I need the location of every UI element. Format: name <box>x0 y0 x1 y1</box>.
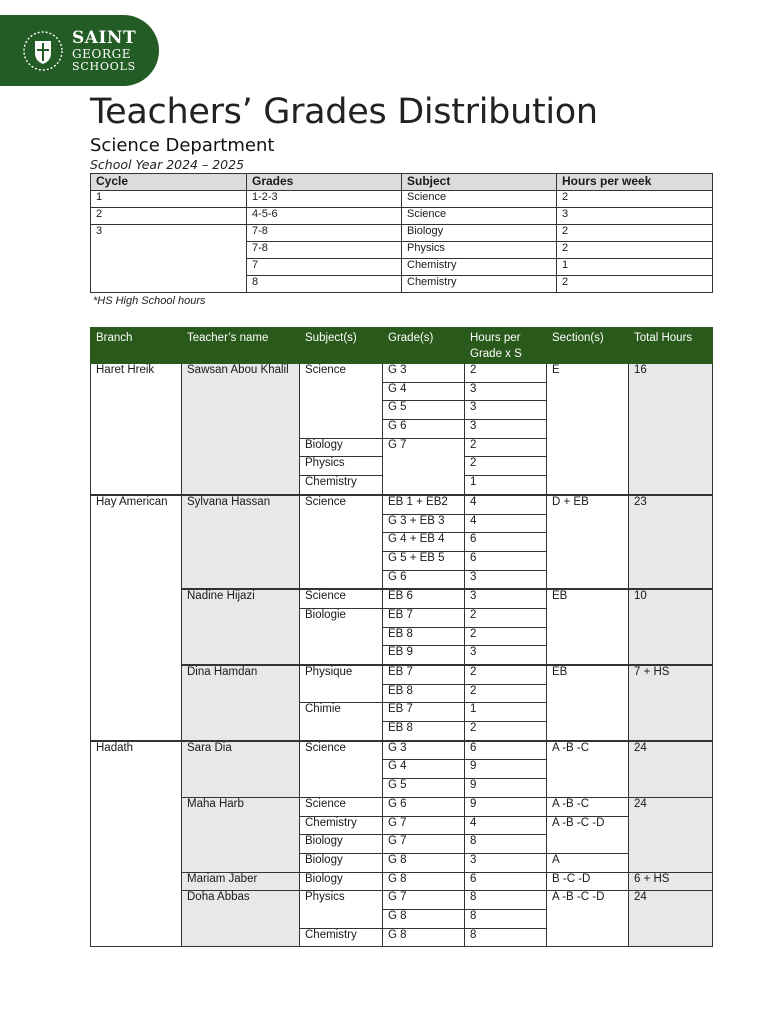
hours-cell: 3 <box>465 420 547 439</box>
teacher-name-cell: Sara Dia <box>182 741 300 798</box>
department-subtitle: Science Department <box>90 135 275 156</box>
grade-cell: EB 6 <box>383 589 465 608</box>
col-header-cycle: Cycle <box>91 174 247 191</box>
hours-cell: 8 <box>465 835 547 854</box>
col-header-subjects: Subject(s) <box>300 328 383 364</box>
table-cell: Chemistry <box>402 259 557 276</box>
hours-cell: 3 <box>465 401 547 420</box>
table-row <box>91 891 713 910</box>
grade-cell: EB 9 <box>383 646 465 665</box>
section-cell: A <box>547 853 629 872</box>
table-cell: 7 <box>247 259 402 276</box>
table-cell: Chemistry <box>402 276 557 293</box>
grade-cell: G 8 <box>383 872 465 891</box>
table-cell: 2 <box>557 242 713 259</box>
subject-cell: Science <box>300 495 383 589</box>
table-row <box>91 364 713 383</box>
table-cell: 1-2-3 <box>247 191 402 208</box>
page-title: Teachers’ Grades Distribution <box>90 92 598 132</box>
grade-cell: G 3 <box>383 364 465 383</box>
subject-cell: Science <box>300 741 383 798</box>
hours-cell: 6 <box>465 872 547 891</box>
col-header-grades: Grade(s) <box>383 328 465 364</box>
section-cell: EB <box>547 665 629 741</box>
table-cell: 7-8 <box>247 242 402 259</box>
hours-cell: 9 <box>465 760 547 779</box>
hours-cell: 2 <box>465 438 547 457</box>
hours-cell: 9 <box>465 779 547 798</box>
table-cell: 2 <box>557 225 713 242</box>
grade-cell: G 6 <box>383 797 465 816</box>
section-cell: A -B -C <box>547 797 629 816</box>
grade-cell: G 7 <box>383 816 465 835</box>
table-row <box>91 225 713 242</box>
teacher-name-cell: Doha Abbas <box>182 891 300 947</box>
grade-cell: G 4 <box>383 382 465 401</box>
hours-cell: 3 <box>465 570 547 589</box>
subject-cell: Biology <box>300 438 383 457</box>
logo-line-1: SAINT <box>72 27 137 48</box>
grade-cell: EB 8 <box>383 684 465 703</box>
subject-cell: Biologie <box>300 608 383 665</box>
table-cell: Biology <box>402 225 557 242</box>
hours-cell: 2 <box>465 364 547 383</box>
hours-cell: 2 <box>465 684 547 703</box>
table-cell: Science <box>402 208 557 225</box>
section-cell: A -B -C <box>547 741 629 798</box>
table-row <box>91 872 713 891</box>
table-row <box>91 589 713 608</box>
subject-cell: Biology <box>300 835 383 854</box>
grade-cell: G 8 <box>383 928 465 947</box>
section-cell: A -B -C -D <box>547 891 629 947</box>
grade-cell: G 5 <box>383 401 465 420</box>
logo-line-3: SCHOOLS <box>72 59 137 73</box>
table-row <box>91 797 713 816</box>
col-header-hours-per-week: Hours per week <box>557 174 713 191</box>
table-cell: 1 <box>557 259 713 276</box>
total-hours-cell: 23 <box>629 495 713 589</box>
hours-cell: 4 <box>465 816 547 835</box>
grade-cell: G 4 <box>383 760 465 779</box>
subject-cell: Physics <box>300 891 383 928</box>
total-hours-cell: 24 <box>629 797 713 872</box>
teacher-name-cell: Mariam Jaber <box>182 872 300 891</box>
hours-cell: 2 <box>465 665 547 684</box>
hours-cell: 8 <box>465 928 547 947</box>
grade-cell: EB 7 <box>383 703 465 722</box>
grade-cell: EB 1 + EB2 <box>383 495 465 514</box>
hours-cell: 6 <box>465 551 547 570</box>
teacher-name-cell: Sylvana Hassan <box>182 495 300 589</box>
table-cell: Physics <box>402 242 557 259</box>
hours-cell: 6 <box>465 741 547 760</box>
section-cell: D + EB <box>547 495 629 589</box>
teacher-name-cell: Maha Harb <box>182 797 300 872</box>
col-header-teacher-name: Teacher’s name <box>182 328 300 364</box>
subject-cell: Physique <box>300 665 383 703</box>
crest-icon <box>22 29 64 73</box>
hours-cell: 3 <box>465 646 547 665</box>
subject-cell: Science <box>300 364 383 439</box>
grade-cell: G 6 <box>383 420 465 439</box>
col-header-grades: Grades <box>247 174 402 191</box>
table-cell: 3 <box>91 225 247 293</box>
hours-cell: 2 <box>465 608 547 627</box>
col-header-branch: Branch <box>91 328 182 364</box>
subject-cell: Biology <box>300 872 383 891</box>
section-cell: B -C -D <box>547 872 629 891</box>
subject-cell: Physics <box>300 457 383 476</box>
hours-cell: 2 <box>465 722 547 741</box>
school-year: School Year 2024 – 2025 <box>90 157 245 172</box>
table-cell: 2 <box>557 276 713 293</box>
hours-cell: 8 <box>465 891 547 910</box>
section-cell: E <box>547 364 629 495</box>
table-cell: 2 <box>91 208 247 225</box>
subject-cell: Chimie <box>300 703 383 741</box>
cycle-hours-table <box>90 173 713 293</box>
hours-cell: 1 <box>465 703 547 722</box>
table-cell: Science <box>402 191 557 208</box>
grade-cell: G 8 <box>383 909 465 928</box>
table-cell: 8 <box>247 276 402 293</box>
total-hours-cell: 24 <box>629 741 713 798</box>
hours-cell: 9 <box>465 797 547 816</box>
grade-cell: G 7 <box>383 891 465 910</box>
grade-cell: G 3 <box>383 741 465 760</box>
subject-cell: Chemistry <box>300 816 383 835</box>
grade-cell: EB 8 <box>383 722 465 741</box>
teacher-name-cell: Sawsan Abou Khalil <box>182 364 300 495</box>
grade-cell: EB 7 <box>383 665 465 684</box>
subject-cell: Biology <box>300 853 383 872</box>
footnote: *HS High School hours <box>93 295 206 307</box>
total-hours-cell: 10 <box>629 589 713 665</box>
col-header-hours-per-grade: Hours per Grade x S <box>465 328 547 364</box>
col-header-subject: Subject <box>402 174 557 191</box>
table-row <box>91 741 713 760</box>
teacher-name-cell: Dina Hamdan <box>182 665 300 741</box>
subject-cell: Chemistry <box>300 476 383 495</box>
logo-line-2: GEORGE <box>72 46 132 61</box>
grade-cell: G 7 <box>383 438 465 495</box>
grade-cell: G 7 <box>383 835 465 854</box>
total-hours-cell: 6 + HS <box>629 872 713 891</box>
grade-cell: G 5 <box>383 779 465 798</box>
grade-cell: G 8 <box>383 853 465 872</box>
grade-cell: EB 7 <box>383 608 465 627</box>
hours-cell: 4 <box>465 514 547 533</box>
grade-cell: G 6 <box>383 570 465 589</box>
hours-cell: 6 <box>465 533 547 552</box>
table-row <box>91 495 713 514</box>
total-hours-cell: 24 <box>629 891 713 947</box>
hours-cell: 2 <box>465 627 547 646</box>
section-cell: EB <box>547 589 629 665</box>
grade-cell: G 5 + EB 5 <box>383 551 465 570</box>
col-header-sections: Section(s) <box>547 328 629 364</box>
table-cell: 4-5-6 <box>247 208 402 225</box>
branch-cell: Hadath <box>91 741 182 947</box>
teacher-distribution-table <box>90 327 713 947</box>
branch-cell: Hay American <box>91 495 182 741</box>
table-row <box>91 191 713 208</box>
hours-cell: 8 <box>465 909 547 928</box>
table-cell: 7-8 <box>247 225 402 242</box>
hours-cell: 4 <box>465 495 547 514</box>
subject-cell: Science <box>300 797 383 816</box>
hours-cell: 3 <box>465 589 547 608</box>
grade-cell: EB 8 <box>383 627 465 646</box>
subject-cell: Science <box>300 589 383 608</box>
teacher-name-cell: Nadine Hijazi <box>182 589 300 665</box>
table-cell: 3 <box>557 208 713 225</box>
hours-cell: 3 <box>465 382 547 401</box>
col-header-total-hours: Total Hours <box>629 328 713 364</box>
table-cell: 1 <box>91 191 247 208</box>
subject-cell: Chemistry <box>300 928 383 947</box>
table-cell: 2 <box>557 191 713 208</box>
section-cell: A -B -C -D <box>547 816 629 853</box>
table-row <box>91 208 713 225</box>
grade-cell: G 4 + EB 4 <box>383 533 465 552</box>
school-logo <box>0 15 159 86</box>
table-row <box>91 665 713 684</box>
hours-cell: 3 <box>465 853 547 872</box>
grade-cell: G 3 + EB 3 <box>383 514 465 533</box>
hours-cell: 1 <box>465 476 547 495</box>
hours-cell: 2 <box>465 457 547 476</box>
total-hours-cell: 7 + HS <box>629 665 713 741</box>
total-hours-cell: 16 <box>629 364 713 495</box>
branch-cell: Haret Hreik <box>91 364 182 495</box>
